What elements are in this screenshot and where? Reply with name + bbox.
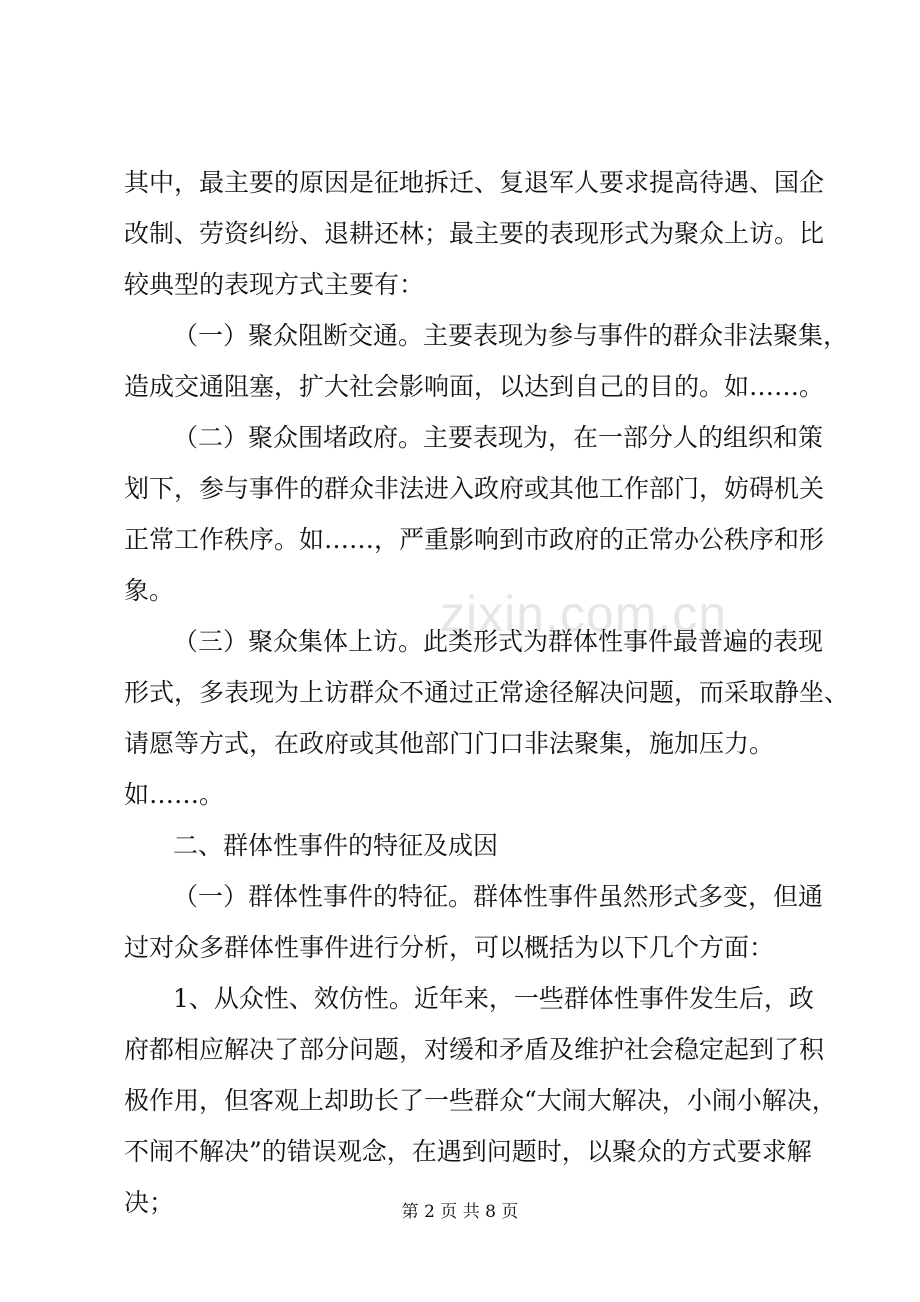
text-line: （一）群体性事件的特征。群体性事件虽然形式多变，但通 — [173, 882, 824, 911]
text-line: 象。 — [124, 576, 175, 605]
text-line: 极作用，但客观上却助长了一些群众“大闹大解决，小闹小解决， — [124, 1086, 837, 1115]
text-line: （一）聚众阻断交通。主要表现为参与事件的群众非法聚集， — [173, 321, 849, 350]
text-line: 请愿等方式，在政府或其他部门门口非法聚集，施加压力。 — [124, 729, 775, 758]
text-line: 正常工作秩序。如……，严重影响到市政府的正常办公秩序和形 — [124, 525, 825, 554]
text-line: （三）聚众集体上访。此类形式为群体性事件最普遍的表现 — [173, 627, 824, 656]
text-line: 其中，最主要的原因是征地拆迁、复退军人要求提高待遇、国企 — [124, 168, 825, 197]
text-line: 改制、劳资纠纷、退耕还林；最主要的表现形式为聚众上访。比 — [124, 219, 825, 248]
text-line: 如……。 — [124, 780, 225, 809]
text-line: 形式，多表现为上访群众不通过正常途径解决问题，而采取静坐、 — [124, 678, 850, 707]
text-line: 较典型的表现方式主要有： — [124, 270, 425, 299]
watermark: zixin.com.cn — [440, 586, 728, 642]
text-line: 1、从众性、效仿性。近年来，一些群体性事件发生后，政 — [173, 984, 814, 1013]
text-line: 不闹不解决”的错误观念，在遇到问题时，以聚众的方式要求解 — [124, 1137, 812, 1166]
section-heading: 二、群体性事件的特征及成因 — [173, 831, 499, 860]
text-line: 划下，参与事件的群众非法进入政府或其他工作部门，妨碍机关 — [124, 474, 825, 503]
page-footer: 第 2 页 共 8 页 — [401, 1202, 519, 1222]
text-line: 决； — [124, 1188, 175, 1217]
text-line: 过对众多群体性事件进行分析，可以概括为以下几个方面： — [124, 933, 775, 962]
text-line: 府都相应解决了部分问题，对缓和矛盾及维护社会稳定起到了积 — [124, 1035, 825, 1064]
text-line: （二）聚众围堵政府。主要表现为，在一部分人的组织和策 — [173, 423, 824, 452]
text-line: 造成交通阻塞，扩大社会影响面，以达到自己的目的。如……。 — [124, 372, 825, 401]
